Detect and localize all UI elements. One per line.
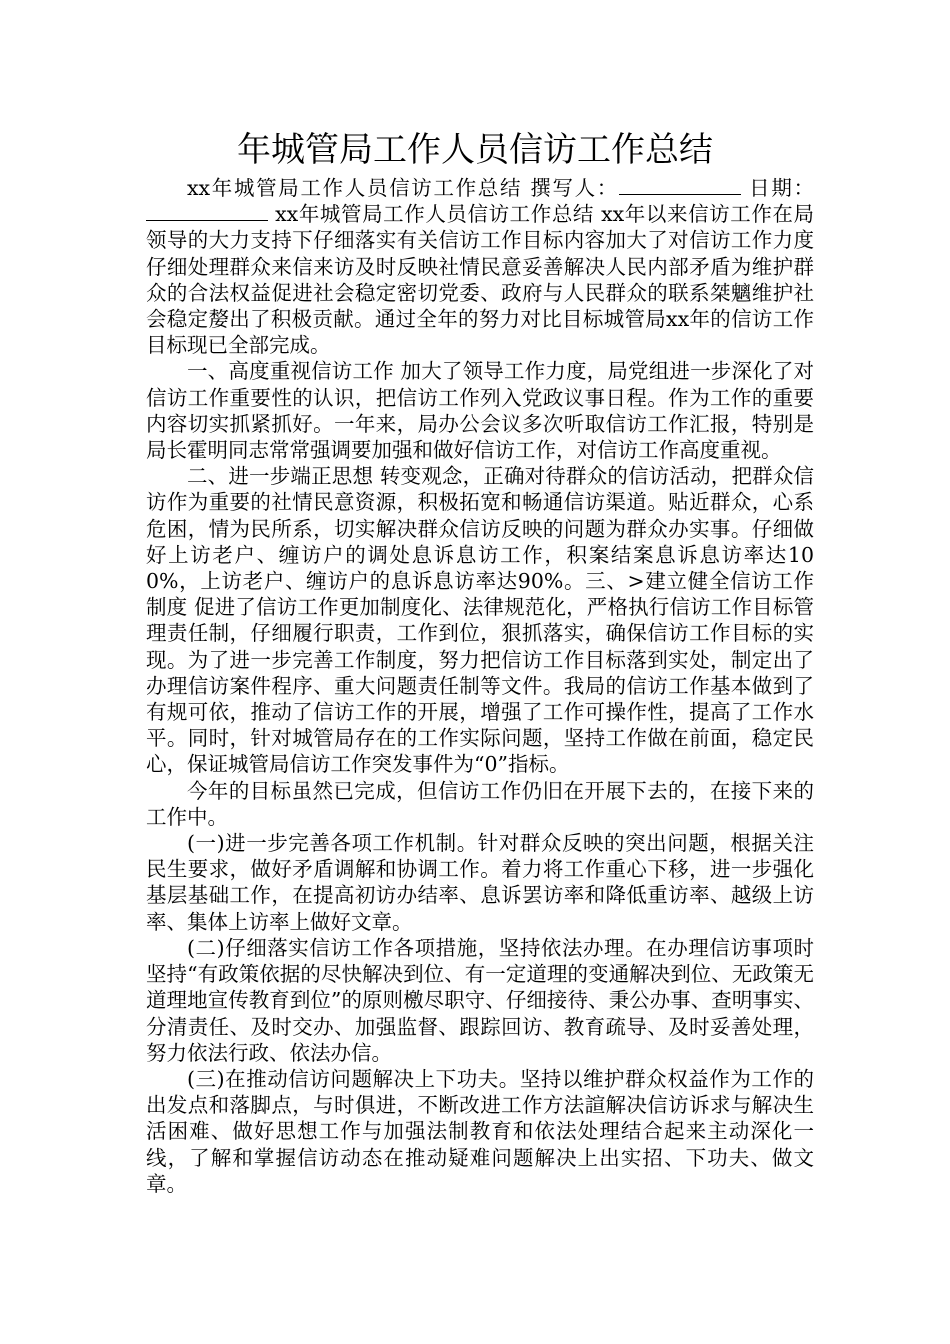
paragraph-2: 二、进一步端正思想 转变观念，正确对待群众的信访活动，把群众信访作为重要的社情民意资源，积极拓宽和畅通信访渠道。贴近群众，心系危困，情为民所系，切实解决群众信访反映的问题为群众办实事。仔细做好上访老户、缠访户的调处息诉息访工作，积案结案息诉息访率达100%，上访老户、缠访户的息诉息访率达90%。三、>建立健全信访工作制度 促进了信访工作更加制度化、法律规范化，严格执行信访工作目标管理责任制，仔细履行职责，工作到位，狠抓落实，确保信访工作目标的实现。为了进一步完善工作制度，努力把信访工作目标落到实处，制定出了办理信访案件程序、重大问题责任制等文件。我局的信访工作基本做到了有规可依，推动了信访工作的开展，增强了工作可操作性，提高了工作水平。同时，针对城管局存在的工作实际问题，坚持工作做在前面，稳定民心，保证城管局信访工作突发事件为“0”指标。 — [146, 464, 814, 777]
date-label: 日期： — [749, 176, 814, 200]
paragraph-5: (二)仔细落实信访工作各项措施，坚持依法办理。在办理信访事项时坚持“有政策依据的尽快解决到位、有一定道理的变通解决到位、无政策无道理地宣传教育到位”的原则檄尽职守、仔细接待、秉公办事、查明事实、分清责任、及时交办、加强监督、跟踪回访、教育疏导、及时妥善处理，努力依法行政、依法办信。 — [146, 935, 814, 1065]
date-blank — [146, 202, 268, 221]
paragraph-6: (三)在推动信访问题解决上下功夫。坚持以维护群众权益作为工作的出发点和落脚点，与时俱进，不断改进工作方法諠解决信访诉求与解决生活困难、做好思想工作与加强法制教育和依法处理结合起来主动深化一线，了解和掌握信访动态在推动疑难问题解决上出实招、下功夫、做文章。 — [146, 1066, 814, 1196]
paragraph-4: (一)进一步完善各项工作机制。针对群众反映的突出问题，根据关注民生要求，做好矛盾调解和协调工作。着力将工作重心下移，进一步强化基层基础工作，在提高初访办结率、息诉罢访率和降低重访率、越级上访率、集体上访率上做好文章。 — [146, 831, 814, 934]
author-blank — [619, 176, 741, 195]
intro-text: xx年城管局工作人员信访工作总结 xx年以来信访工作在局领导的大力支持下仔细落实有关信访工作目标内容加大了对信访工作力度仔细处理群众来信来访及时反映社情民意妥善解决人民内部矛盾为维护群众的合法权益促进社会稳定密切党委、政府与人民群众的联系桀魑维护社会稳定嫠出了积极贡献。通过全年的努力对比目标城管局xx年的信访工作目标现已全部完成。 — [146, 202, 814, 358]
document-body — [146, 175, 814, 1197]
header-paragraph — [146, 175, 814, 358]
paragraph-1: 一、高度重视信访工作 加大了领导工作力度，局党组进一步深化了对信访工作重要性的认识，把信访工作列入党政议事日程。作为工作的重要内容切实抓紧抓好。一年来，局办公会议多次听取信访工作汇报，特别是局长霍明同志常常强调要加强和做好信访工作，对信访工作高度重视。 — [146, 359, 814, 463]
paragraph-3: 今年的目标虽然已完成，但信访工作仍旧在开展下去的，在接下来的工作中。 — [146, 778, 814, 829]
subject-text: xx年城管局工作人员信访工作总结 — [187, 176, 523, 200]
document-title: 年城管局工作人员信访工作总结 — [237, 130, 713, 170]
author-label: 撰写人： — [530, 176, 619, 200]
